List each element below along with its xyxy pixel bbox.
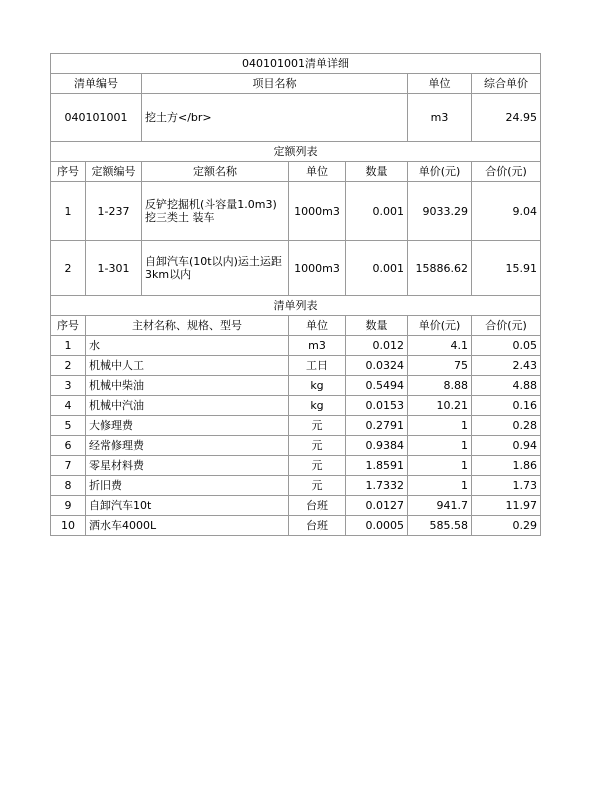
material-unit: 元 (289, 476, 346, 496)
material-unit: kg (289, 396, 346, 416)
material-name-header: 主材名称、规格、型号 (86, 316, 289, 336)
material-qty: 0.0005 (346, 516, 408, 536)
quota-name: 反铲挖掘机(斗容量1.0m3)挖三类土 装车 (142, 182, 289, 241)
material-qty: 0.012 (346, 336, 408, 356)
quota-code: 1-237 (86, 182, 142, 241)
bill-unit-price-header: 综合单价 (472, 74, 541, 94)
material-name: 机械中人工 (86, 356, 289, 376)
material-seq: 6 (51, 436, 86, 456)
material-seq: 3 (51, 376, 86, 396)
material-total: 0.16 (472, 396, 541, 416)
material-seq-header: 序号 (51, 316, 86, 336)
material-qty: 1.7332 (346, 476, 408, 496)
material-price: 1 (408, 456, 472, 476)
quota-price: 9033.29 (408, 182, 472, 241)
quota-total: 15.91 (472, 241, 541, 296)
material-row (51, 416, 541, 436)
material-seq: 7 (51, 456, 86, 476)
material-total: 4.88 (472, 376, 541, 396)
material-qty: 0.2791 (346, 416, 408, 436)
material-qty: 0.5494 (346, 376, 408, 396)
material-total: 1.86 (472, 456, 541, 476)
material-name: 水 (86, 336, 289, 356)
material-unit-header: 单位 (289, 316, 346, 336)
quota-price-header: 单价(元) (408, 162, 472, 182)
quota-seq: 1 (51, 182, 86, 241)
material-name: 机械中柴油 (86, 376, 289, 396)
material-total: 0.94 (472, 436, 541, 456)
quota-row (51, 241, 541, 296)
material-qty: 0.0324 (346, 356, 408, 376)
material-row (51, 396, 541, 416)
bill-unit-header: 单位 (408, 74, 472, 94)
material-unit: 台班 (289, 496, 346, 516)
material-row (51, 516, 541, 536)
material-row (51, 376, 541, 396)
material-total: 0.05 (472, 336, 541, 356)
title-row (51, 54, 541, 74)
quota-name: 自卸汽车(10t以内)运土运距3km以内 (142, 241, 289, 296)
material-total: 0.29 (472, 516, 541, 536)
material-price: 75 (408, 356, 472, 376)
quota-name-header: 定额名称 (142, 162, 289, 182)
material-total: 11.97 (472, 496, 541, 516)
material-price: 1 (408, 416, 472, 436)
quota-total-header: 合价(元) (472, 162, 541, 182)
quota-seq-header: 序号 (51, 162, 86, 182)
bill-code: 040101001 (51, 94, 142, 142)
material-price: 10.21 (408, 396, 472, 416)
material-price: 1 (408, 436, 472, 456)
material-seq: 5 (51, 416, 86, 436)
material-total: 1.73 (472, 476, 541, 496)
material-qty: 1.8591 (346, 456, 408, 476)
bill-name-header: 项目名称 (142, 74, 408, 94)
material-seq: 8 (51, 476, 86, 496)
material-price: 1 (408, 476, 472, 496)
material-name: 自卸汽车10t (86, 496, 289, 516)
bill-code-header: 清单编号 (51, 74, 142, 94)
material-list (51, 336, 541, 536)
quota-unit-header: 单位 (289, 162, 346, 182)
material-seq: 2 (51, 356, 86, 376)
bill-detail-table (50, 53, 541, 536)
quota-section-title: 定额列表 (51, 142, 541, 162)
material-name: 洒水车4000L (86, 516, 289, 536)
material-section-title: 清单列表 (51, 296, 541, 316)
quota-section-row (51, 142, 541, 162)
material-seq: 10 (51, 516, 86, 536)
material-qty: 0.0127 (346, 496, 408, 516)
material-unit: 台班 (289, 516, 346, 536)
quota-row (51, 182, 541, 241)
material-row (51, 496, 541, 516)
material-name: 经常修理费 (86, 436, 289, 456)
material-qty: 0.0153 (346, 396, 408, 416)
bill-unit-price: 24.95 (472, 94, 541, 142)
material-unit: 工日 (289, 356, 346, 376)
table-title: 040101001清单详细 (51, 54, 541, 74)
quota-price: 15886.62 (408, 241, 472, 296)
material-price: 4.1 (408, 336, 472, 356)
bill-name: 挖土方</br> (142, 94, 408, 142)
material-unit: 元 (289, 436, 346, 456)
material-section-row (51, 296, 541, 316)
material-unit: 元 (289, 416, 346, 436)
material-unit: kg (289, 376, 346, 396)
quota-code-header: 定额编号 (86, 162, 142, 182)
bill-row (51, 94, 541, 142)
material-price-header: 单价(元) (408, 316, 472, 336)
quota-header-row (51, 162, 541, 182)
material-total: 0.28 (472, 416, 541, 436)
quota-code: 1-301 (86, 241, 142, 296)
quota-qty-header: 数量 (346, 162, 408, 182)
material-price: 585.58 (408, 516, 472, 536)
quota-seq: 2 (51, 241, 86, 296)
material-row (51, 356, 541, 376)
quota-qty: 0.001 (346, 182, 408, 241)
quota-qty: 0.001 (346, 241, 408, 296)
bill-unit: m3 (408, 94, 472, 142)
material-price: 941.7 (408, 496, 472, 516)
material-price: 8.88 (408, 376, 472, 396)
quota-total: 9.04 (472, 182, 541, 241)
material-total-header: 合价(元) (472, 316, 541, 336)
material-header-row (51, 316, 541, 336)
material-row (51, 456, 541, 476)
material-seq: 9 (51, 496, 86, 516)
material-total: 2.43 (472, 356, 541, 376)
quota-unit: 1000m3 (289, 241, 346, 296)
bill-header-row (51, 74, 541, 94)
material-row (51, 476, 541, 496)
material-name: 大修理费 (86, 416, 289, 436)
material-seq: 4 (51, 396, 86, 416)
material-qty-header: 数量 (346, 316, 408, 336)
material-seq: 1 (51, 336, 86, 356)
quota-unit: 1000m3 (289, 182, 346, 241)
material-unit: m3 (289, 336, 346, 356)
material-row (51, 436, 541, 456)
material-row (51, 336, 541, 356)
material-name: 零星材料费 (86, 456, 289, 476)
material-name: 机械中汽油 (86, 396, 289, 416)
material-qty: 0.9384 (346, 436, 408, 456)
material-name: 折旧费 (86, 476, 289, 496)
material-unit: 元 (289, 456, 346, 476)
